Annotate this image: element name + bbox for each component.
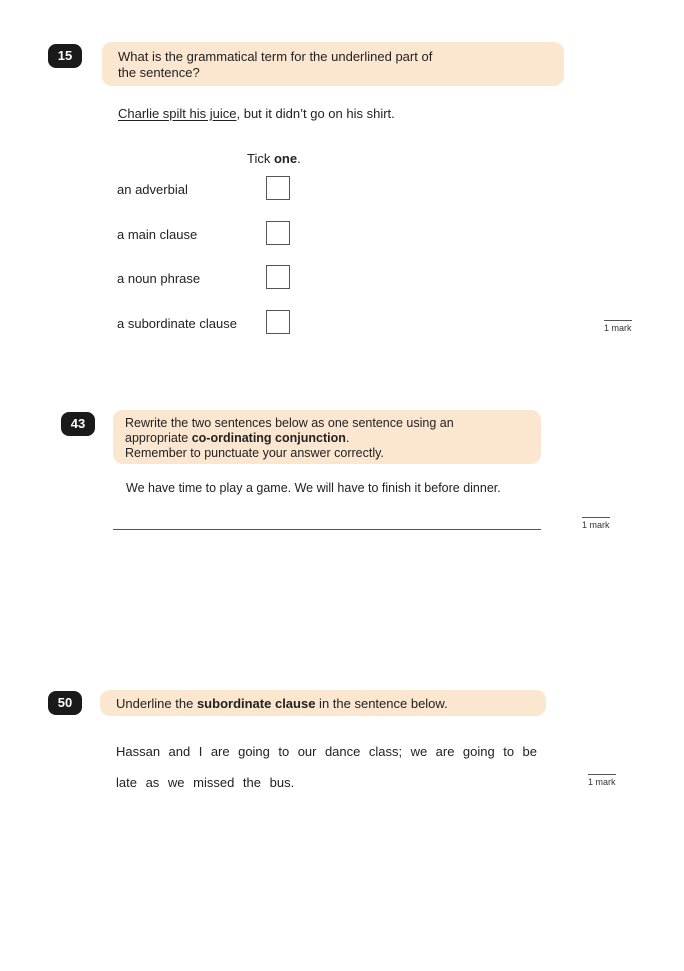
question-15-sentence — [118, 106, 395, 121]
prompt-line: Remember to punctuate your answer correctly. — [125, 446, 384, 460]
question-43-prompt — [113, 410, 541, 464]
prompt-suffix: in the sentence below. — [315, 696, 448, 711]
prompt-bold: co-ordinating conjunction — [191, 431, 346, 445]
prompt-bold: subordinate clause — [196, 696, 316, 711]
option-label-noun-phrase: a noun phrase — [117, 271, 201, 286]
mark-label: 1 mark — [588, 774, 616, 787]
question-50-prompt — [100, 690, 546, 716]
question-number-50: 50 — [48, 691, 82, 715]
prompt-line: the sentence? — [118, 65, 200, 80]
tickbox-adverbial[interactable] — [266, 176, 290, 200]
prompt-prefix: Underline the — [116, 696, 197, 711]
question-50-sentence-line2[interactable]: late as we missed the bus. — [116, 775, 295, 790]
question-50-sentence-line1[interactable]: Hassan and I are going to our dance class; we are going to be — [116, 744, 537, 759]
tick-prefix: Tick — [247, 151, 274, 166]
prompt-line: What is the grammatical term for the underlined part of — [118, 49, 433, 64]
tickbox-main-clause[interactable] — [266, 221, 290, 245]
underlined-phrase: Charlie spilt his juice — [118, 106, 237, 121]
mark-box-43 — [582, 517, 610, 530]
tick-instruction — [247, 151, 301, 166]
tickbox-noun-phrase[interactable] — [266, 265, 290, 289]
mark-box-15 — [604, 320, 632, 333]
option-label-adverbial: an adverbial — [117, 182, 188, 197]
prompt-prefix: appropriate — [125, 431, 192, 445]
question-number-43: 43 — [61, 412, 95, 436]
sentence-rest: , but it didn’t go on his shirt. — [236, 106, 395, 121]
mark-label: 1 mark — [582, 517, 610, 530]
answer-line[interactable] — [113, 529, 541, 530]
tickbox-subordinate-clause[interactable] — [266, 310, 290, 334]
mark-label: 1 mark — [604, 320, 632, 333]
prompt-line — [125, 431, 541, 446]
prompt-suffix: . — [345, 431, 350, 445]
tick-suffix: . — [297, 151, 301, 166]
question-15-prompt — [102, 42, 564, 86]
mark-box-50 — [588, 774, 616, 787]
question-43-sentences: We have time to play a game. We will have to finish it before dinner. — [126, 481, 501, 495]
option-label-subordinate-clause: a subordinate clause — [117, 316, 237, 331]
question-number-15: 15 — [48, 44, 82, 68]
tick-bold: one — [273, 151, 298, 166]
option-label-main-clause: a main clause — [117, 227, 198, 242]
prompt-line: Rewrite the two sentences below as one sentence using an — [125, 416, 454, 430]
